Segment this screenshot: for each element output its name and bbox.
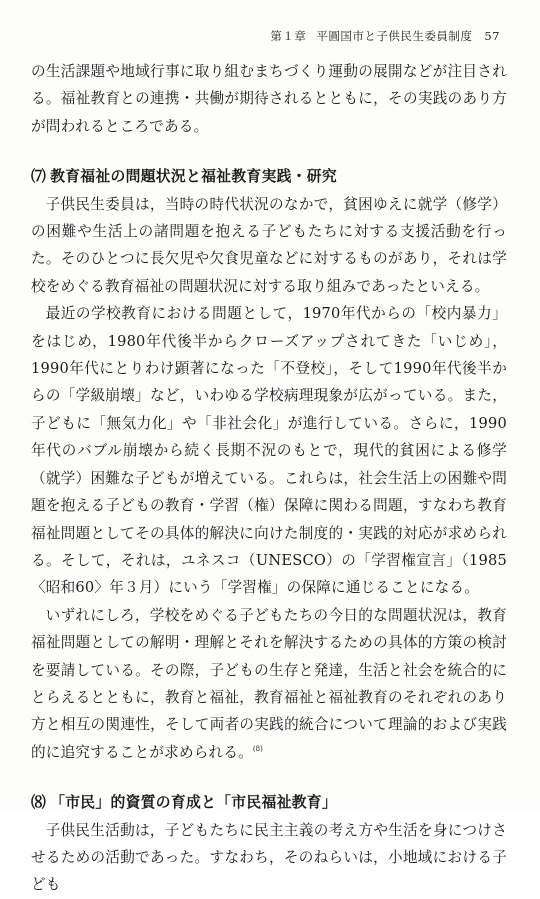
body-text [31,58,507,899]
spacer [31,140,507,163]
paragraph-continued: の生活課題や地域行事に取り組むまちづくり運動の展開などが注目される。福祉教育との連携・共働が期待されるとともに，その実践のあり方が問われるところである。 [31,63,507,135]
paragraph: 最近の学校教育における問題として，1970年代からの「校内暴力」をはじめ，1980年代後半からクローズアップされてきた「いじめ」，1990年代にとりわけ顕著になった「不登校」，そして1990年代後半からの「学級崩壊」など，いわゆる学校病理現象が広がっている。また，子どもに「無気力化」や「非社会化」が進行している。さらに，1990年代のバブル崩壊から続く長期不況のもとで，現代的貧困による修学（就学）困難な子どもが増えている。これらは，社会生活上の困難や問題を抱える子どもの教育・学習（権）保障に関わる問題，すなわち教育福祉問題としてその具体的解決に向けた制度的・実践的対応が求められる。そして，それは，ユネスコ（UNESCO）の「学習権宣言」（1985〈昭和60〉年３月）にいう「学習権」の保障に通じることになる。 [31,305,507,597]
chapter-title: 平圓国市と子供民生委員制度 [316,29,473,43]
section-number: ⑻ [31,794,47,812]
page-number: 57 [484,29,500,43]
paragraph [31,602,507,766]
paragraph: 子供民生活動は，子どもたちに民主主義の考え方や生活を身につけさせるための活動であった。すなわち，そのねらいは，小地域における子ども [31,821,507,894]
paragraph-text: いずれにしろ，学校をめぐる子どもたちの今日的な問題状況は，教育福祉問題としての解明・理解とそれを解決するための具体的方策の検討を要請している。その際，子どもの生存と発達，生活と社会を統合的にとらえるとともに，教育と福祉，教育福祉と福祉教育のそれぞれのあり方と相互の関連性，そして両者の実践的統合について理論的および実践的に追究することが求められる。 [31,606,507,761]
section-heading-7 [31,163,507,190]
spacer [31,766,507,789]
paragraph: 子供民生委員は，当時の時代状況のなかで，貧困ゆえに就学（修学）の困難や生活上の諸問題を抱える子どもたちに対する支援活動を行った。そのひとつに長欠児や欠食児童などに対するものがあり，それは学校をめぐる教育福祉の問題状況に対する取り組みであったといえる。 [31,195,507,295]
chapter-label: 第１章 [270,29,307,43]
section-title: 「市民」的資質の育成と「市民福祉教育」 [50,794,337,812]
footnote-marker: (8) [252,744,263,753]
section-number: ⑺ [31,168,47,186]
section-title: 教育福祉の問題状況と福祉教育実践・研究 [50,168,337,186]
running-header [270,28,500,44]
section-heading-8 [31,789,507,816]
